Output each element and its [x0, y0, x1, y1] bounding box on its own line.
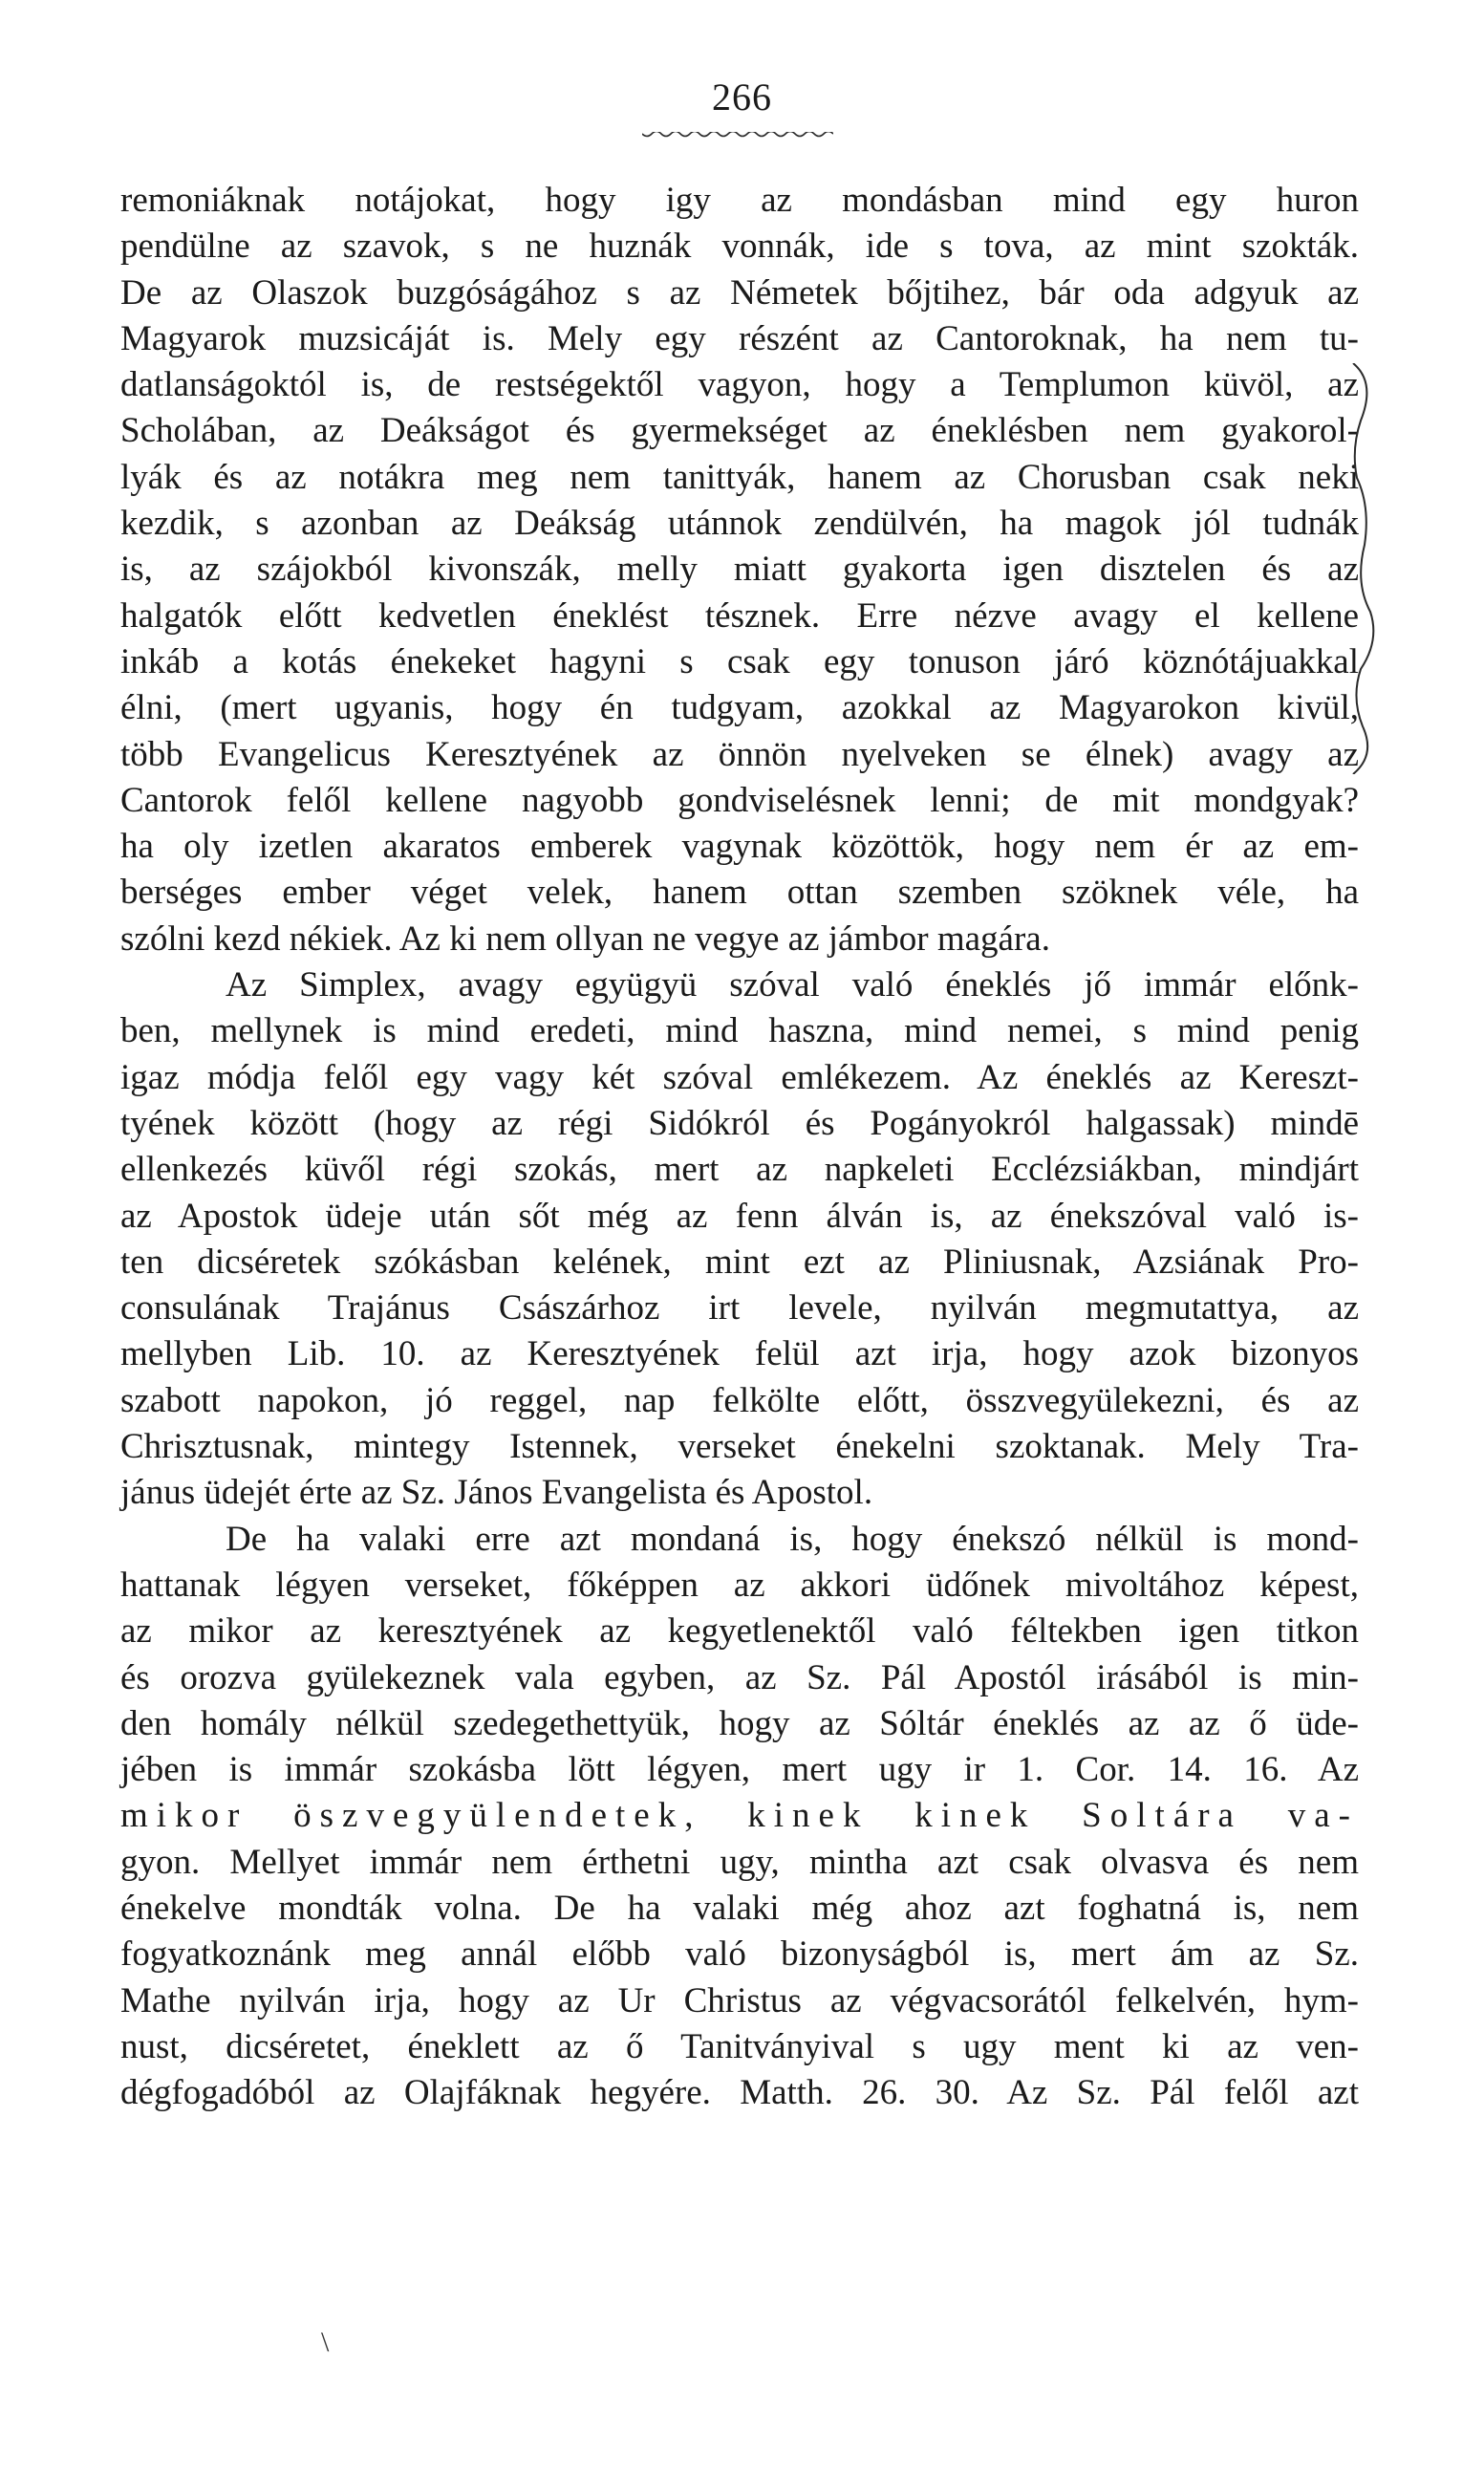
text-line: hattanak légyen verseket, főképpen az akkori üdőnek mivoltához képest,: [120, 1565, 1359, 1605]
text-line: Magyarok muzsicáját is. Mely egy részént az Cantoroknak, ha nem tu-: [120, 318, 1359, 358]
text-line: inkáb a kotás énekeket hagyni s csak egy tonuson járó köznótájuakkal: [120, 641, 1359, 681]
text-line: kezdik, s azonban az Deákság utánnok zendülvén, ha magok jól tudnák: [120, 504, 1359, 544]
text-line: tyének között (hogy az régi Sidókról és Pogányokról halgassak) mindē: [120, 1103, 1359, 1143]
text-line: szabott napokon, jó reggel, nap felkölte előtt, összvegyülekezni, és az: [120, 1380, 1359, 1420]
paragraph-3: [120, 1517, 1359, 2117]
text-line: lyák és az notákra meg nem tanittyák, hanem az Chorusban csak neki: [120, 457, 1359, 497]
text-line: Cantorok felől kellene nagyobb gondviselésnek lenni; de mit mondgyak?: [120, 780, 1359, 820]
text-line: mikor öszvegyülendetek, kinek kinek Soltára va-: [120, 1796, 1359, 1836]
text-line: az mikor az keresztyének az kegyetlenektől való féltekben igen titkon: [120, 1611, 1359, 1652]
text-line: dégfogadóból az Olajfáknak hegyére. Matth. 26. 30. Az Sz. Pál felől azt: [120, 2073, 1359, 2113]
text-line: jánus üdejét érte az Sz. János Evangelista és Apostol.: [120, 1473, 873, 1513]
text-line: datlanságoktól is, de restségektől vagyon, hogy a Templumon küvöl, az: [120, 365, 1359, 405]
text-line: berséges ember véget velek, hanem ottan szemben szöknek véle, ha: [120, 873, 1359, 913]
text-line: gyon. Mellyet immár nem érthetni ugy, mintha azt csak olvasva és nem: [120, 1842, 1359, 1882]
text-line: több Evangelicus Keresztyének az önnön nyelveken se élnek) avagy az: [120, 734, 1359, 774]
text-line: nust, dicséretet, éneklett az ő Tanitványival s ugy ment ki az ven-: [120, 2026, 1359, 2066]
text-line: De ha valaki erre azt mondaná is, hogy énekszó nélkül is mond-: [226, 1519, 1359, 1559]
paragraph-1: [120, 178, 1359, 962]
text-line: ten dicséretek szókásban kelének, mint ezt az Pliniusnak, Azsiának Pro-: [120, 1242, 1359, 1282]
text-line: és orozva gyülekeznek vala egyben, az Sz. Pál Apostól irásából is min-: [120, 1657, 1359, 1697]
text-line: fogyatkoznánk meg annál előbb való bizonyságból is, mert ám az Sz.: [120, 1934, 1359, 1975]
text-line: is, az szájokból kivonszák, melly miatt gyakorta igen disztelen és az: [120, 550, 1359, 590]
page-number: 266: [712, 76, 772, 119]
text-line: szólni kezd nékiek. Az ki nem ollyan ne vegye az jámbor magára.: [120, 918, 1050, 959]
text-line: ellenkezés küvől régi szokás, mert az napkeleti Ecclézsiákban, mindjárt: [120, 1150, 1359, 1190]
text-line: pendülne az szavok, s ne huznák vonnák, ide s tova, az mint szokták.: [120, 227, 1359, 267]
text-line: ha oly izetlen akaratos emberek vagynak közöttök, hogy nem ér az em-: [120, 827, 1359, 867]
text-line: Chrisztusnak, mintegy Istennek, verseket énekelni szoktanak. Mely Tra-: [120, 1427, 1359, 1467]
margin-bracket-mark: [1347, 363, 1386, 774]
text-line: élni, (mert ugyanis, hogy én tudgyam, azokkal az Magyarokon kivül,: [120, 688, 1359, 728]
text-line: az Apostok üdeje után sőt még az fenn álván is, az énekszóval való is-: [120, 1196, 1359, 1236]
text-line: den homály nélkül szedegethettyük, hogy az Sóltár éneklés az az ő üde-: [120, 1703, 1359, 1743]
text-line: consulának Trajánus Császárhoz irt levele, nyilván megmutattya, az: [120, 1288, 1359, 1329]
text-line: mellyben Lib. 10. az Keresztyének felül azt irja, hogy azok bizonyos: [120, 1334, 1359, 1374]
text-line: Az Simplex, avagy együgyü szóval való éneklés jő immár előnk-: [226, 965, 1359, 1005]
text-line: jében is immár szokásba lött légyen, mert ugy ir 1. Cor. 14. 16. Az: [120, 1750, 1359, 1790]
body-text: [120, 178, 1359, 2116]
paragraph-2: [120, 962, 1359, 1517]
text-line: remoniáknak notájokat, hogy igy az mondásban mind egy huron: [120, 181, 1359, 220]
text-line: Scholában, az Deákságot és gyermekséget az éneklésben nem gyakorol-: [120, 411, 1359, 451]
text-line: Mathe nyilván irja, hogy az Ur Christus az végvacsorától felkelvén, hym-: [120, 1980, 1359, 2020]
page-number-ornament: [642, 132, 833, 140]
stray-print-mark: \: [321, 2326, 330, 2358]
text-line: igaz módja felől egy vagy két szóval emlékezem. Az éneklés az Kereszt-: [120, 1057, 1359, 1097]
text-line: énekelve mondták volna. De ha valaki még ahoz azt foghatná is, nem: [120, 1888, 1359, 1928]
text-line: halgatók előtt kedvetlen éneklést tésznek. Erre nézve avagy el kellene: [120, 595, 1359, 636]
text-line: ben, mellynek is mind eredeti, mind haszna, mind nemei, s mind penig: [120, 1011, 1359, 1051]
text-line: De az Olaszok buzgóságához s az Németek bőjtihez, bár oda adgyuk az: [120, 272, 1359, 313]
